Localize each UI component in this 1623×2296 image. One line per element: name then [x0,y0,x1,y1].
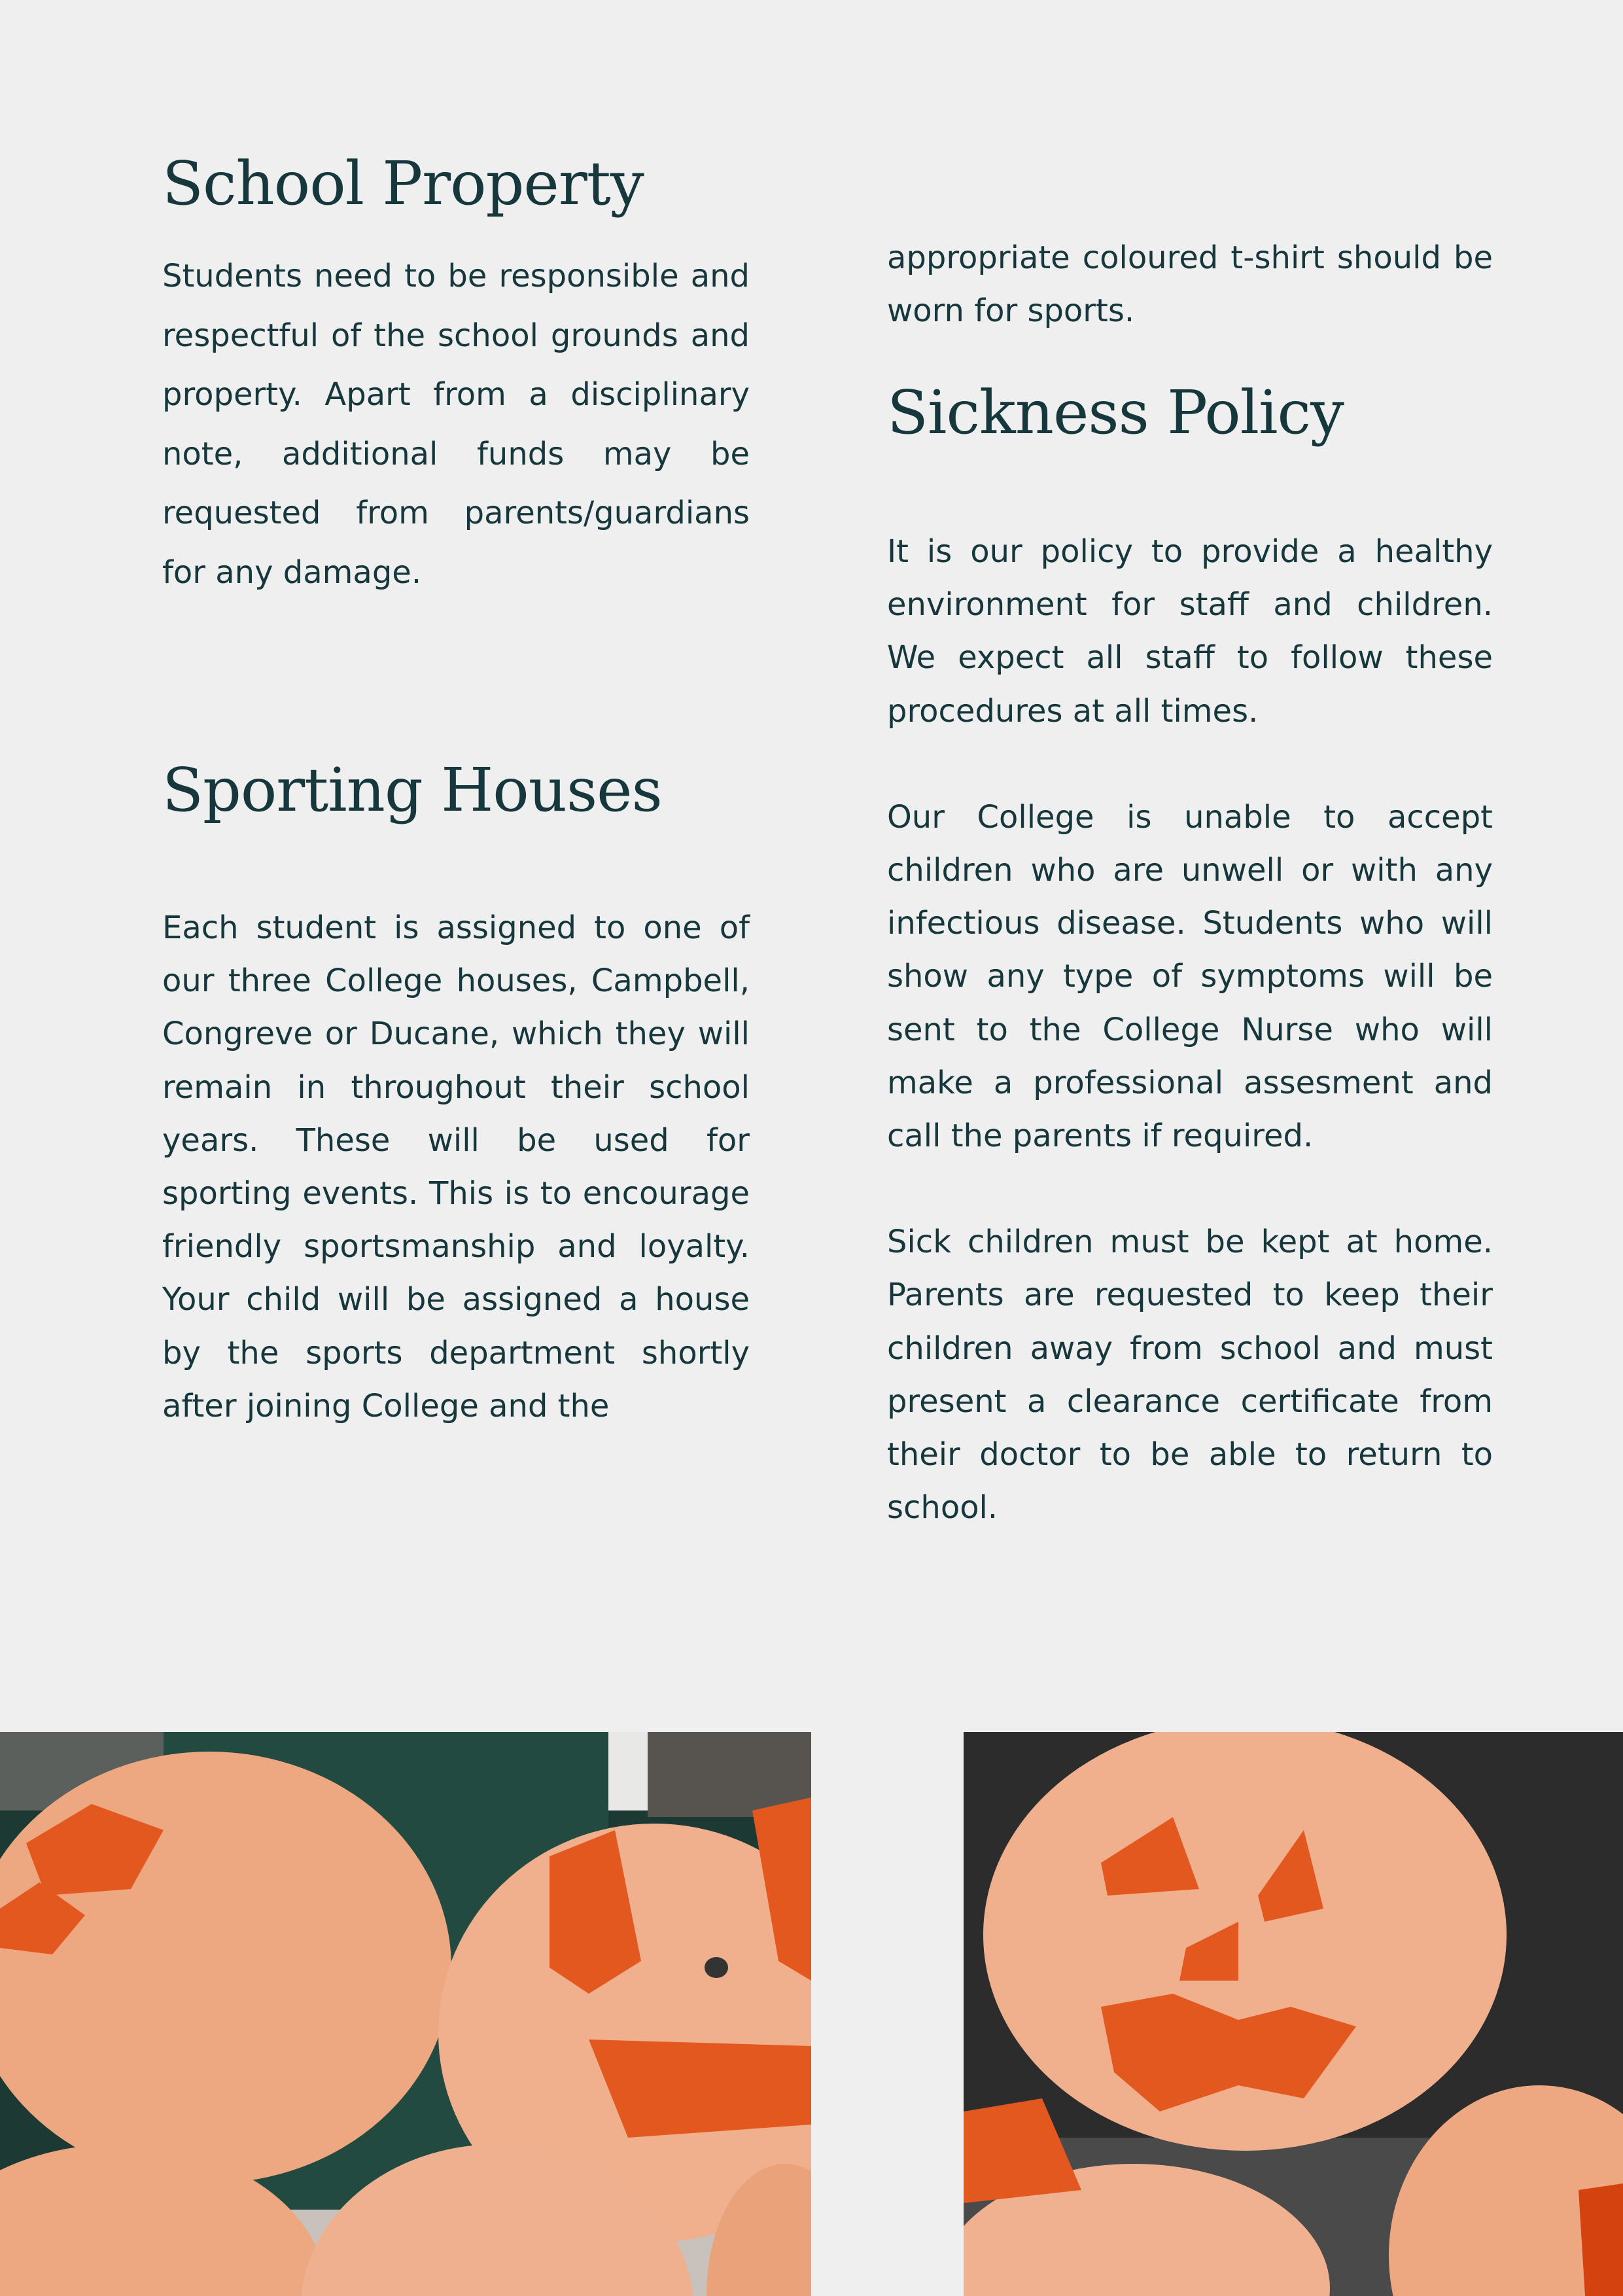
sporting-houses-continued: appropriate coloured t-shirt should be worn for sports. [887,239,1493,330]
school-property-heading: School Property [162,149,644,219]
school-property-body: Students need to be responsible and respectful of the school grounds and property. Apart from a disciplinary note, additional funds may be requested from parents/guardians for any damage. [162,258,750,591]
sickness-policy-heading: Sickness Policy [887,378,1344,448]
sickness-policy-paragraph: It is our policy to provide a healthy environment for staff and children. We expect all staff to follow these procedures at all times. [887,533,1493,730]
carved-pumpkins-photo-right [964,1732,1623,2296]
sickness-policy-paragraph: Sick children must be kept at home. Parents are requested to keep their children away from school and must present a clearance certificate from their doctor to be able to return to school. [887,1224,1493,1527]
sickness-policy-paragraph: Our College is unable to accept children who are unwell or with any infectious disease. Students who will show any type of symptoms will be sent to the College Nurse who will make a professional assesment and call the parents if required. [887,798,1493,1155]
carved-pumpkins-photo-left [0,1732,811,2296]
sporting-houses-body: Each student is assigned to one of our three College houses, Campbell, Congreve or Ducane, which they will remain in throughout their school years. These will be used for sporting events. This is to encourage friendly sportsmanship and loyalty. Your child will be assigned a house by the sports department shortly after joining College and the [162,910,750,1424]
sporting-houses-heading: Sporting Houses [162,755,662,825]
